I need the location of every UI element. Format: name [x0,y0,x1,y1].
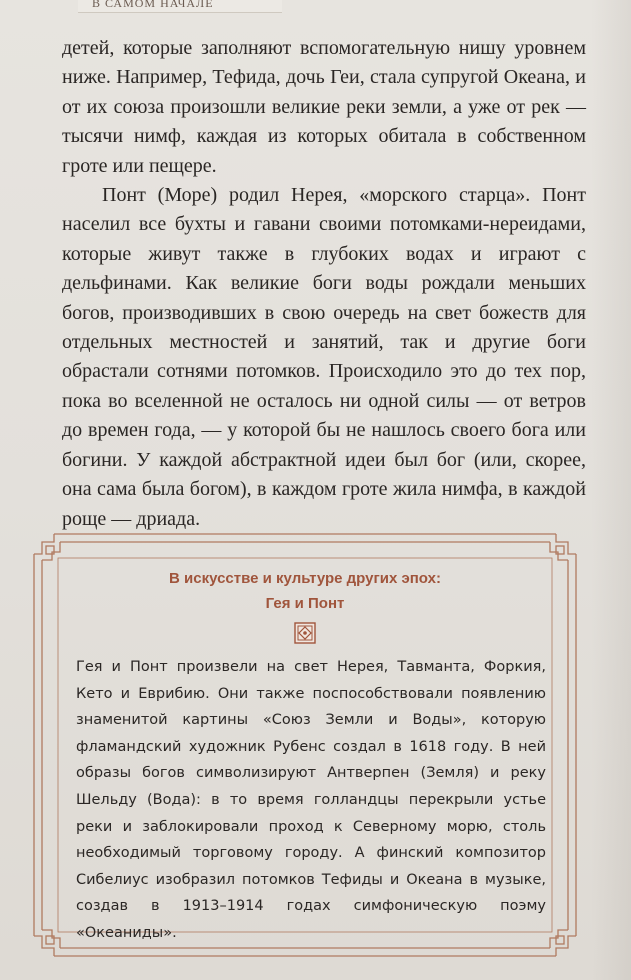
paragraph: детей, которые заполняют вспомогательную нишу уровнем ниже. Например, Тефида, дочь Геи, стала супругой Океана, и от их союза произошли великие реки земли, а уже от рек — тысячи нимф, каждая из которых обитала в собственном гроте или пещере. [62,37,586,177]
ornament-icon [294,622,316,644]
page-edge-shadow [591,0,631,980]
running-head: В САМОМ НАЧАЛЕ [78,0,282,13]
paragraph: Понт (Море) родил Нерея, «морского старца». Понт населил все бухты и гавани своими потомками-нереидами, которые живут также в глубоких водах и играют с дельфинами. Как великие боги воды рождали меньших богов, производивших в свою очередь на свет божеств для отдельных местностей и занятий, так и другие боги обрастали сотнями потомков. Происходило это до тех пор, пока во вселенной не осталось ни одной силы — от ветров до времен года, — у которой бы не нашлось своего бога или богини. У каждой абстрактной идеи был бог (или, скорее, она сама была богом), в каждом гроте жила нимфа, в каждой роще — дриада. [62,184,586,530]
sidebar-text [76,654,546,947]
sidebar-subtitle: Гея и Понт [265,595,345,612]
sidebar-paragraph: Гея и Понт произвели на свет Нерея, Тавманта, Форкия, Кето и Еврибию. Они также поспособствовали появлению знаменитой картины «Союз Земли и Воды», которую фламандский художник Рубенс создал в 1618 году. В ней образы богов символизируют Антверпен (Земля) и реку Шельду (Вода): в то время голландцы перекрыли устье реки и заблокировали проход к Северному морю, столь необходимый торговому городу. А финский композитор Сибелиус изобразил потомков Тефиды и Океана в музыке, создав в 1913–1914 годах симфоническую поэму «Океаниды». [76,659,546,941]
main-text [62,34,586,534]
sidebar-title [60,566,550,616]
sidebar-title-line: В искусстве и культуре других эпох: [169,570,441,587]
